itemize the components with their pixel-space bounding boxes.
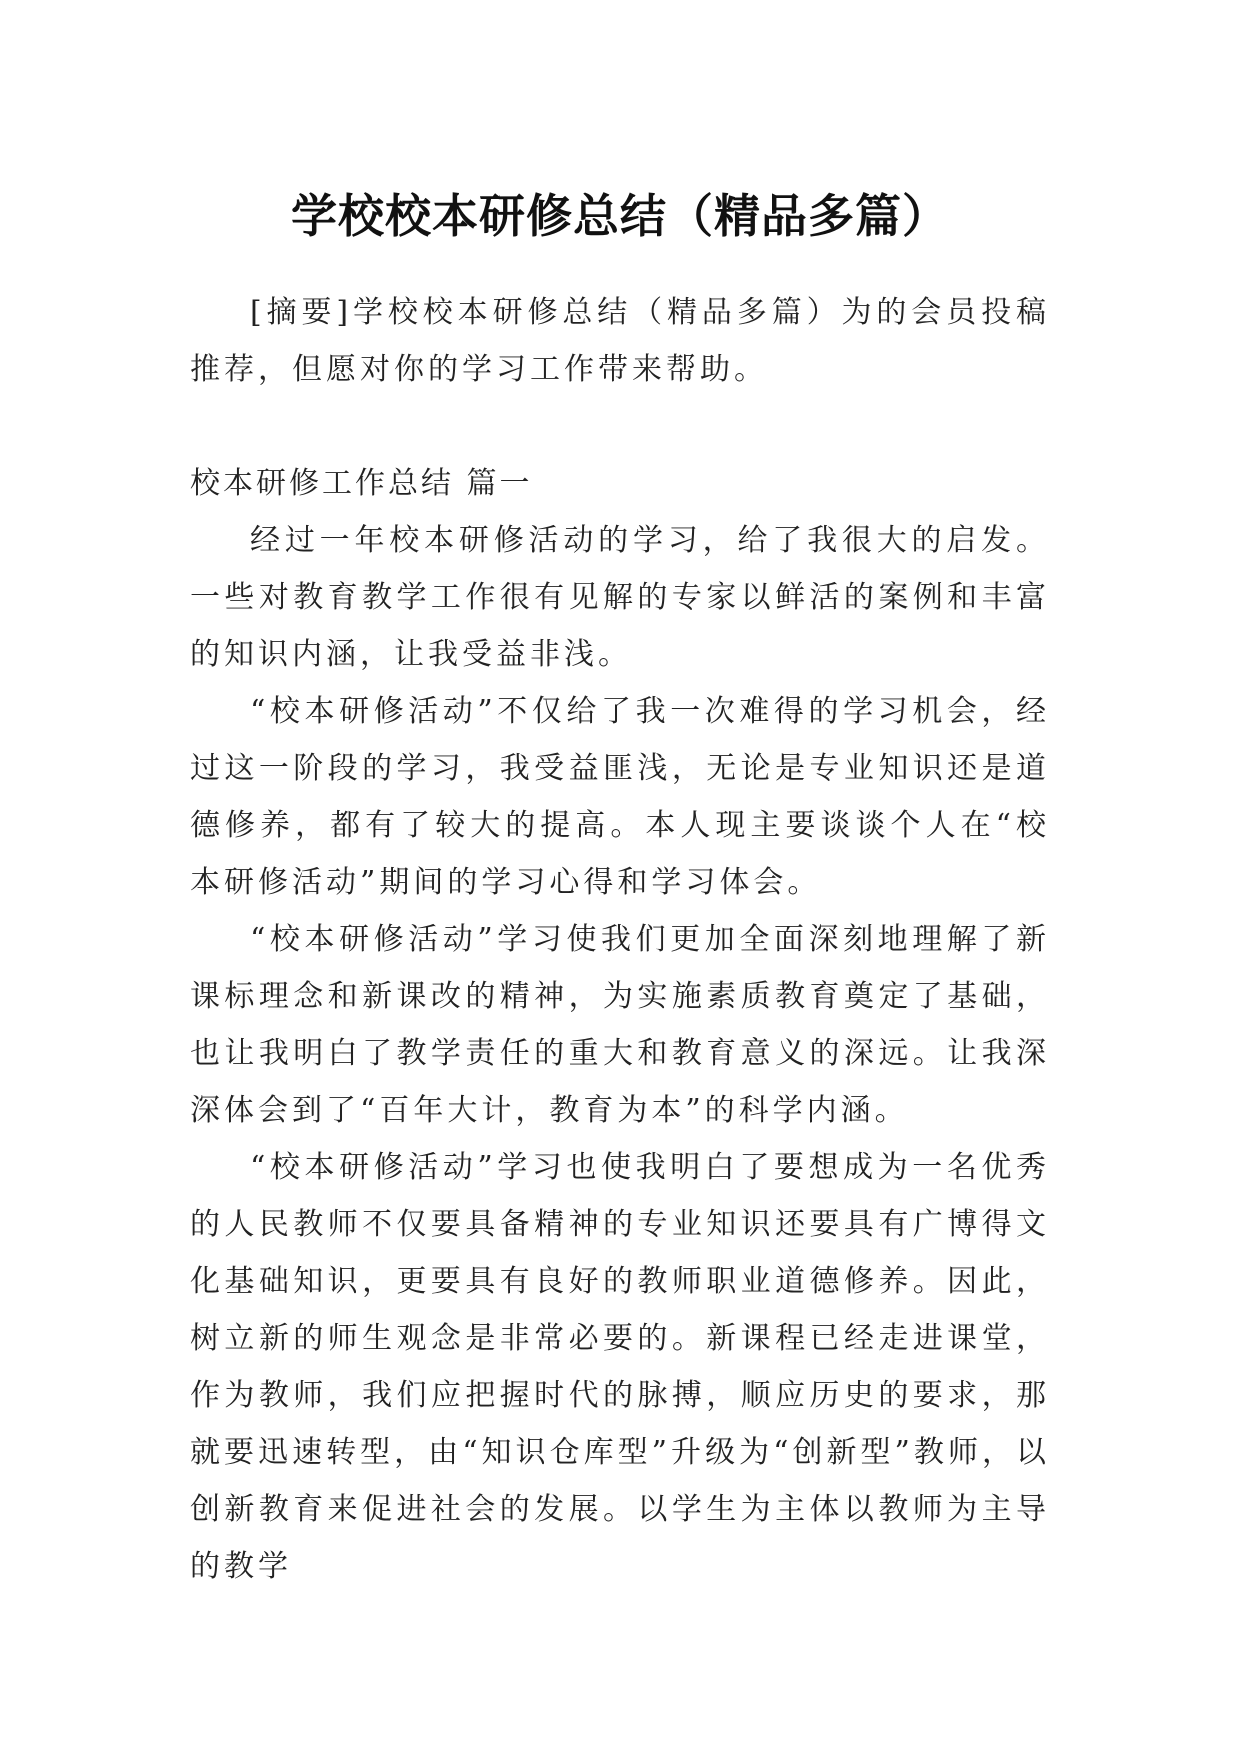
section-heading: 校本研修工作总结 篇一 xyxy=(190,466,533,501)
body-paragraph-4: “校本研修活动”学习也使我明白了要想成为一名优秀的人民教师不仅要具备精神的专业知识还要具有广博得文化基础知识，更要具有良好的教师职业道德修养。因此，树立新的师生观念是非常必要的。新课程已经走进课堂，作为教师，我们应把握时代的脉搏，顺应历史的要求，那就要迅速转型，由“知识仓库型”升级为“创新型”教师，以创新教育来促进社会的发展。以学生为主体以教师为主导的教学 xyxy=(190,1150,1050,1584)
document-title: 学校校本研修总结（精品多篇） xyxy=(291,188,949,243)
body-paragraph-2: “校本研修活动”不仅给了我一次难得的学习机会，经过这一阶段的学习，我受益匪浅，无论是专业知识还是道德修养，都有了较大的提高。本人现主要谈谈个人在“校本研修活动”期间的学习心得和学习体会。 xyxy=(190,694,1050,900)
abstract-paragraph: [摘要]学校校本研修总结（精品多篇）为的会员投稿推荐，但愿对你的学习工作带来帮助。 xyxy=(190,295,1050,387)
document-body xyxy=(190,284,1050,1595)
body-paragraph-3: “校本研修活动”学习使我们更加全面深刻地理解了新课标理念和新课改的精神，为实施素质教育奠定了基础，也让我明白了教学责任的重大和教育意义的深远。让我深深体会到了“百年大计，教育为本”的科学内涵。 xyxy=(190,922,1050,1128)
body-paragraph-1: 经过一年校本研修活动的学习，给了我很大的启发。一些对教育教学工作很有见解的专家以鲜活的案例和丰富的知识内涵，让我受益非浅。 xyxy=(190,523,1050,672)
